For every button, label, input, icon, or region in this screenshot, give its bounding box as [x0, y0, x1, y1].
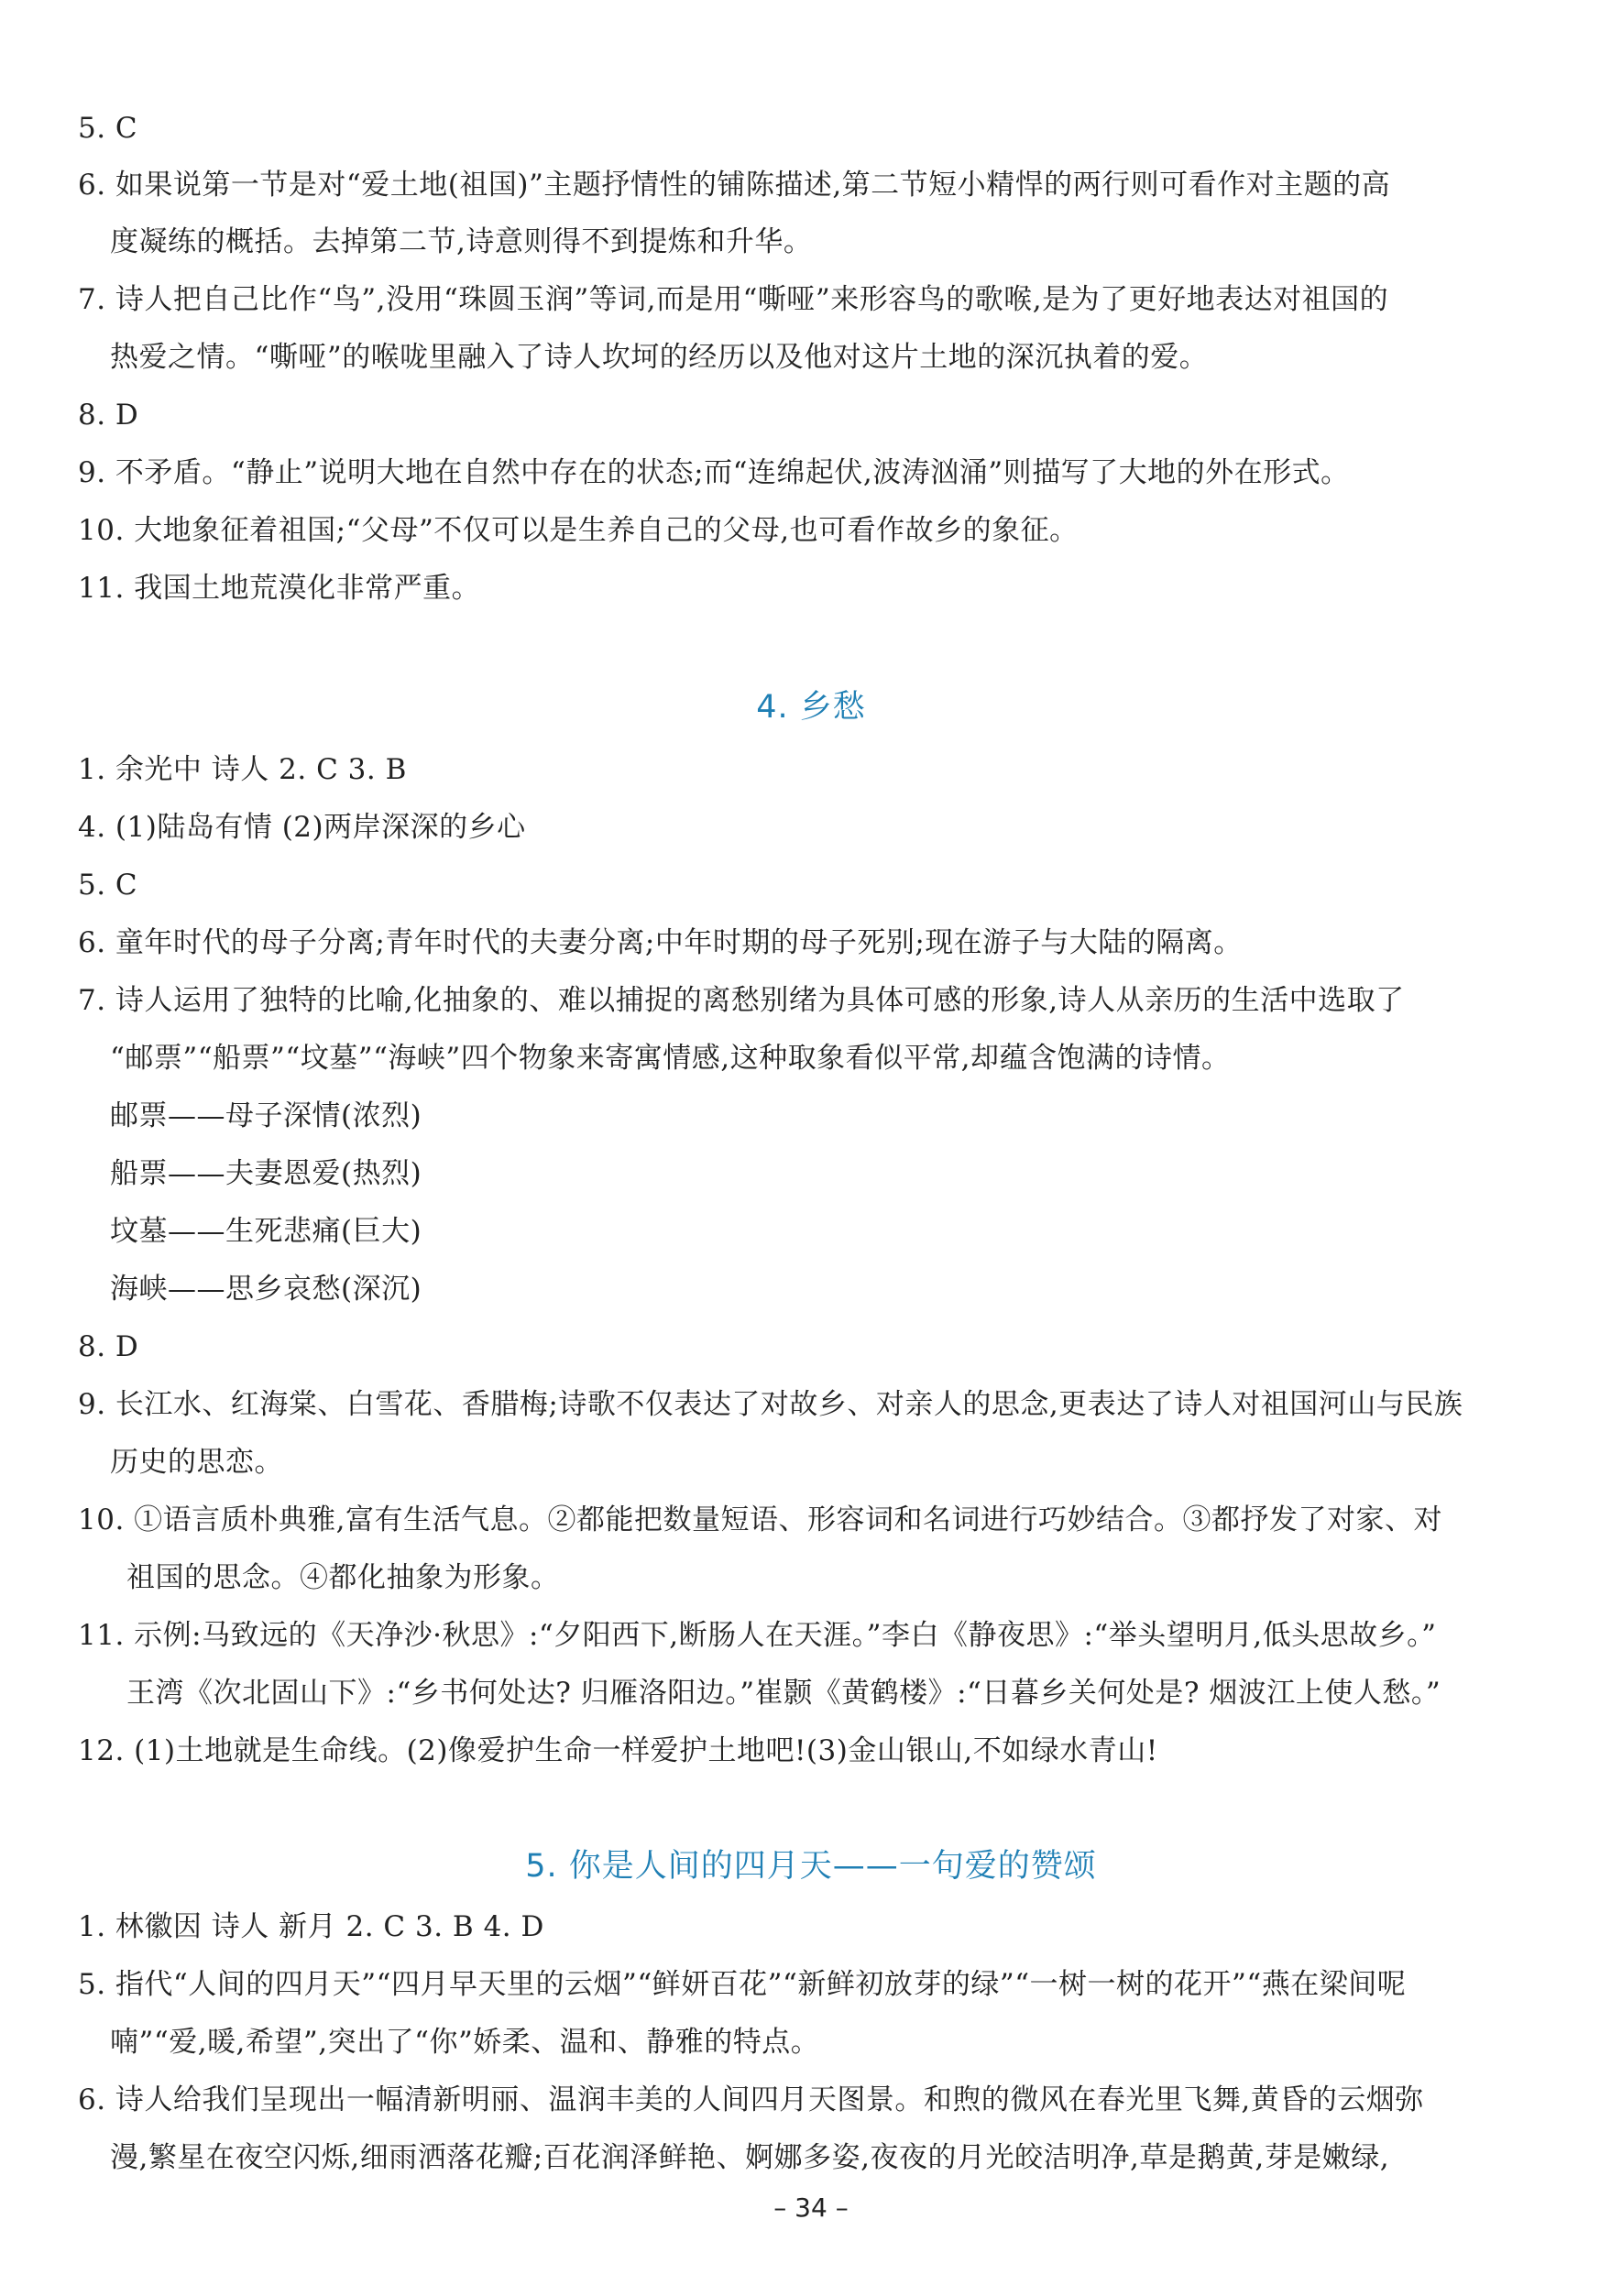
answer-4-11-line2: 王湾《次北固山下》:“乡书何处达? 归雁洛阳边。”崔颢《黄鹤楼》:“日暮乡关何处是? 烟波江上使人愁。” [126, 1677, 1441, 1710]
answer-3-6-line1: 6. 如果说第一节是对“爱土地(祖国)”主题抒情性的铺陈描述,第二节短小精悍的两行则可看作对主题的高 [78, 169, 1391, 202]
answer-4-7-item: 海峡——思乡哀愁(深沉) [110, 1273, 422, 1306]
answer-4-11-line1: 11. 示例:马致远的《天净沙·秋思》:“夕阳西下,断肠人在天涯。”李白《静夜思》:“举头望明月,低头思故乡。” [78, 1619, 1437, 1652]
answer-4-10-line1: 10. ①语言质朴典雅,富有生活气息。②都能把数量短语、形容词和名词进行巧妙结合。③都抒发了对家、对 [78, 1503, 1443, 1536]
answer-4-6: 6. 童年时代的母子分离;青年时代的夫妻分离;中年时期的母子死别;现在游子与大陆的隔离。 [78, 926, 1243, 959]
answer-3-7-line2: 热爱之情。“嘶哑”的喉咙里融入了诗人坎坷的经历以及他对这片土地的深沉执着的爱。 [110, 341, 1209, 374]
answer-3-5: 5. C [78, 112, 138, 145]
answer-3-7-line1: 7. 诗人把自己比作“鸟”,没用“珠圆玉润”等词,而是用“嘶哑”来形容鸟的歌喉,是为了更好地表达对祖国的 [78, 283, 1389, 316]
answer-4-8: 8. D [78, 1330, 139, 1363]
answer-3-10: 10. 大地象征着祖国;“父母”不仅可以是生养自己的父母,也可看作故乡的象征。 [78, 514, 1079, 547]
answer-5-1: 1. 林徽因 诗人 新月 2. C 3. B 4. D [78, 1910, 544, 1943]
page-number: – 34 – [773, 2192, 849, 2223]
answer-5-5-line2: 喃”“爱,暖,希望”,突出了“你”娇柔、温和、静雅的特点。 [110, 2026, 820, 2059]
section-5-title: 5. 你是人间的四月天——一句爱的赞颂 [525, 1848, 1097, 1885]
answer-4-7-item: 邮票——母子深情(浓烈) [110, 1099, 422, 1132]
answer-4-12: 12. (1)土地就是生命线。(2)像爱护生命一样爱护土地吧!(3)金山银山,不如绿水青山! [78, 1734, 1158, 1767]
answer-4-7-item: 船票——夫妻恩爱(热烈) [110, 1157, 422, 1190]
answer-5-6-line2: 漫,繁星在夜空闪烁,细雨洒落花瓣;百花润泽鲜艳、婀娜多姿,夜夜的月光皎洁明净,草是鹅黄,芽是嫩绿, [110, 2141, 1390, 2174]
answer-3-6-line2: 度凝练的概括。去掉第二节,诗意则得不到提炼和升华。 [110, 225, 813, 258]
answer-4-7-item: 坟墓——生死悲痛(巨大) [110, 1215, 422, 1248]
answer-3-11: 11. 我国土地荒漠化非常严重。 [78, 572, 481, 605]
answer-3-8: 8. D [78, 399, 139, 432]
answer-5-5-line1: 5. 指代“人间的四月天”“四月早天里的云烟”“鲜妍百花”“新鲜初放芽的绿”“一树一树的花开”“燕在梁间呢 [78, 1968, 1407, 2001]
answer-4-9-line2: 历史的思恋。 [110, 1446, 283, 1479]
answer-4-1: 1. 余光中 诗人 2. C 3. B [78, 753, 407, 786]
answer-4-10-line2: 祖国的思念。④都化抽象为形象。 [126, 1561, 560, 1594]
answer-5-6-line1: 6. 诗人给我们呈现出一幅清新明丽、温润丰美的人间四月天图景。和煦的微风在春光里飞舞,黄昏的云烟弥 [78, 2083, 1424, 2116]
answer-3-9: 9. 不矛盾。“静止”说明大地在自然中存在的状态;而“连绵起伏,波涛汹涌”则描写了大地的外在形式。 [78, 456, 1350, 489]
answer-4-4: 4. (1)陆岛有情 (2)两岸深深的乡心 [78, 811, 526, 844]
section-4-title: 4. 乡愁 [756, 689, 866, 726]
answer-4-7-line2: “邮票”“船票”“坟墓”“海峡”四个物象来寄寓情感,这种取象看似平常,却蕴含饱满的诗情。 [110, 1042, 1231, 1075]
answer-4-9-line1: 9. 长江水、红海棠、白雪花、香腊梅;诗歌不仅表达了对故乡、对亲人的思念,更表达了诗人对祖国河山与民族 [78, 1388, 1463, 1421]
answer-4-7-line1: 7. 诗人运用了独特的比喻,化抽象的、难以捕捉的离愁别绪为具体可感的形象,诗人从亲历的生活中选取了 [78, 984, 1405, 1017]
answer-4-5: 5. C [78, 869, 138, 902]
